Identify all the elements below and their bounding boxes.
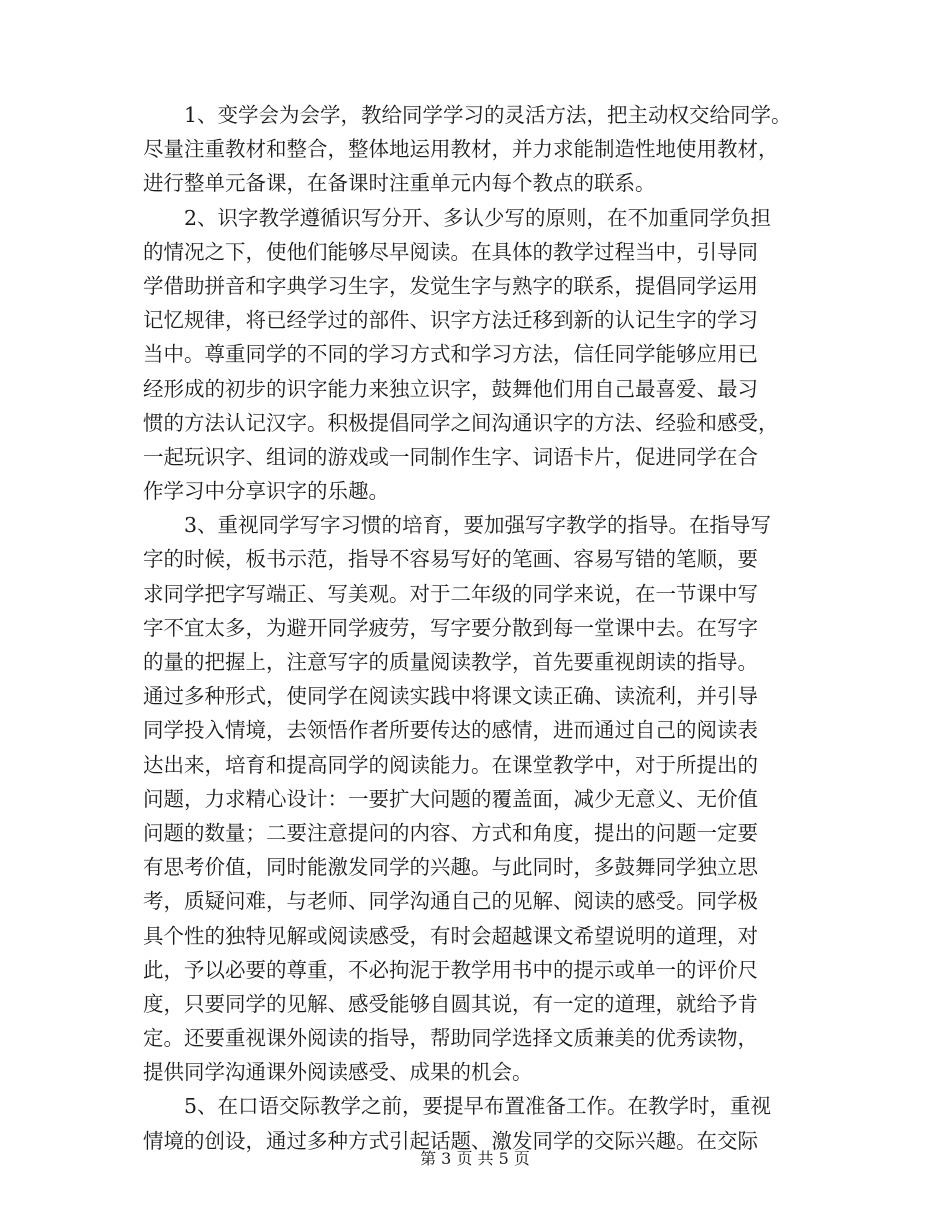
text-line: 惯的方法认记汉字。积极提倡同学之间沟通识字的方法、经验和感受， — [143, 410, 779, 435]
text-line: 尽量注重教材和整合，整体地运用教材，并力求能制造性地使用教材， — [143, 137, 779, 162]
text-line: 1、变学会为会学，教给同学学习的灵活方法，把主动权交给同学。 — [143, 103, 792, 127]
text-line: 有思考价值，同时能激发同学的兴趣。与此同时，多鼓舞同学独立思 — [143, 855, 758, 880]
text-line: 3、重视同学写字习惯的培育，要加强写字教学的指导。在指导写 — [143, 513, 772, 538]
text-line: 问题，力求精心设计：一要扩大问题的覆盖面，减少无意义、无价值 — [143, 786, 758, 811]
text-line: 考，质疑问难，与老师、同学沟通自己的见解、阅读的感受。同学极 — [143, 889, 758, 914]
text-line: 字的时候，板书示范，指导不容易写好的笔画、容易写错的笔顺，要 — [143, 547, 758, 572]
text-line: 达出来，培育和提高同学的阅读能力。在课堂教学中，对于所提出的 — [143, 752, 758, 777]
text-line: 2、识字教学遵循识写分开、多认少写的原则，在不加重同学负担 — [143, 205, 772, 230]
text-line: 具个性的独特见解或阅读感受，有时会超越课文希望说明的道理，对 — [143, 923, 758, 948]
text-line: 同学投入情境，去领悟作者所要传达的感情，进而通过自己的阅读表 — [143, 718, 758, 743]
text-line: 通过多种形式，使同学在阅读实践中将课文读正确、读流利，并引导 — [143, 684, 758, 709]
text-line: 此，予以必要的尊重，不必拘泥于教学用书中的提示或单一的评价尺 — [143, 957, 758, 982]
text-line: 作学习中分享识字的乐趣。 — [143, 479, 389, 504]
text-line: 提供同学沟通课外阅读感受、成果的机会。 — [143, 1060, 533, 1085]
text-line: 当中。尊重同学的不同的学习方式和学习方法，信任同学能够应用已 — [143, 342, 758, 367]
text-line: 定。还要重视课外阅读的指导，帮助同学选择文质兼美的优秀读物， — [143, 1026, 758, 1051]
text-line: 经形成的初步的识字能力来独立识字，鼓舞他们用自己最喜爱、最习 — [143, 376, 758, 401]
page-footer: 第 3 页 共 5 页 — [420, 1149, 530, 1168]
text-line: 字不宜太多，为避开同学疲劳，写字要分散到每一堂课中去。在写字 — [143, 615, 758, 640]
text-line: 的量的把握上，注意写字的质量阅读教学，首先要重视朗读的指导。 — [143, 650, 758, 674]
text-line: 求同学把字写端正、写美观。对于二年级的同学来说，在一节课中写 — [143, 581, 758, 606]
text-line: 度，只要同学的见解、感受能够自圆其说，有一定的道理，就给予肯 — [143, 991, 758, 1016]
text-line: 学借助拼音和字典学习生字，发觉生字与熟字的联系，提倡同学运用 — [143, 273, 758, 298]
body-text — [143, 98, 823, 1158]
text-line: 5、在口语交际教学之前，要提早布置准备工作。在教学时，重视 — [143, 1094, 772, 1119]
text-line: 问题的数量；二要注意提问的内容、方式和角度，提出的问题一定要 — [143, 820, 758, 845]
text-line: 进行整单元备课，在备课时注重单元内每个教点的联系。 — [143, 171, 656, 196]
text-line: 情境的创设，通过多种方式引起话题、激发同学的交际兴趣。在交际 — [143, 1128, 758, 1153]
text-line: 记忆规律，将已经学过的部件、识字方法迁移到新的认记生字的学习 — [143, 308, 758, 333]
text-line: 一起玩识字、组词的游戏或一同制作生字、词语卡片，促进同学在合 — [143, 444, 758, 469]
text-line: 的情况之下，使他们能够尽早阅读。在具体的教学过程当中，引导同 — [143, 239, 758, 264]
